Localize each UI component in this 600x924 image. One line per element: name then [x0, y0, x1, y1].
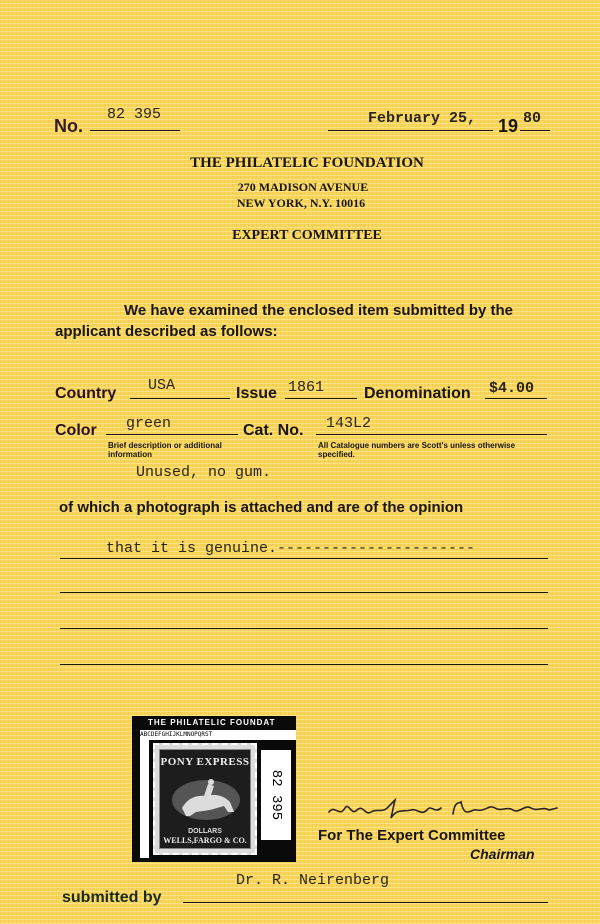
denomination-line — [485, 398, 547, 399]
photo-number: 82 395 — [268, 769, 284, 821]
photo-ruler-horizontal: ABCDEFGHIJKLMNOPQRST — [140, 730, 296, 740]
opinion-intro: of which a photograph is attached and are of the opinion — [59, 499, 464, 516]
org-name: THE PHILATELIC FOUNDATION — [190, 155, 424, 171]
for-committee-text: For The Expert Committee — [318, 827, 506, 844]
intro-line-2: applicant described as follows: — [55, 323, 278, 340]
certificate-year-value: 80 — [523, 110, 542, 127]
certificate-number-value: 82 395 — [107, 106, 162, 123]
submitted-by-label: submitted by — [62, 889, 162, 906]
color-label: Color — [55, 422, 97, 439]
address-line-1: 270 MADISON AVENUE — [237, 180, 369, 194]
stamp-photograph — [132, 716, 296, 862]
country-line — [130, 398, 230, 399]
catno-label: Cat. No. — [243, 422, 304, 439]
certificate-date-line — [328, 130, 493, 131]
certificate-number-label: No. — [54, 116, 83, 136]
opinion-text: that it is genuine.---------------------- — [106, 540, 476, 557]
country-value: USA — [148, 377, 176, 394]
photo-ruler-vertical — [140, 740, 149, 858]
issue-line — [285, 398, 357, 399]
stamp-image — [153, 743, 257, 855]
color-line — [106, 434, 238, 435]
brief-description-note: Brief description or additional information — [108, 441, 222, 459]
issue-value: 1861 — [288, 379, 325, 396]
signature-icon — [325, 790, 575, 830]
opinion-line-3 — [60, 628, 548, 629]
color-value: green — [126, 415, 172, 432]
photo-header-strip: THE PHILATELIC FOUNDAT — [148, 718, 276, 727]
issue-label: Issue — [236, 385, 277, 402]
denomination-label: Denomination — [364, 385, 471, 402]
certificate-year-prefix: 19 — [498, 116, 519, 136]
stamp-bottom-text: WELLS,FARGO & CO. — [163, 836, 247, 845]
chairman-title: Chairman — [470, 846, 535, 862]
denomination-value: $4.00 — [489, 380, 535, 397]
country-label: Country — [55, 385, 117, 402]
catno-line — [316, 434, 547, 435]
address-line-2: NEW YORK, N.Y. 10016 — [236, 196, 366, 210]
opinion-line-2 — [60, 592, 548, 593]
opinion-line-1 — [60, 558, 548, 559]
submitted-by-line — [183, 902, 548, 903]
catalogue-note: All Catalogue numbers are Scott's unless otherwise specified. — [318, 441, 516, 459]
photo-number-box — [261, 750, 291, 840]
certificate-year-line — [520, 130, 550, 131]
catno-value: 143L2 — [326, 415, 372, 432]
description-value: Unused, no gum. — [136, 464, 272, 481]
stamp-dollars: DOLLARS — [188, 828, 222, 835]
certificate-date-value: February 25, — [368, 110, 477, 127]
stamp-design — [159, 749, 251, 849]
certificate-number-line — [90, 130, 180, 131]
submitted-by-value: Dr. R. Neirenberg — [236, 872, 390, 889]
opinion-line-4 — [60, 664, 548, 665]
stamp-title: PONY EXPRESS — [160, 756, 250, 768]
intro-line-1: We have examined the enclosed item submitted by the — [124, 302, 513, 319]
rider-horse-icon — [160, 772, 252, 828]
committee-title: EXPERT COMMITTEE — [232, 228, 382, 243]
